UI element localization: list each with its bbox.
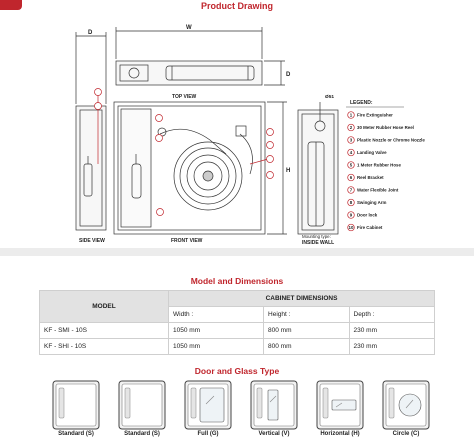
legend-item-text: Fire Extinguisher xyxy=(357,112,393,118)
door-types xyxy=(0,380,474,440)
vertical-glass-door-icon xyxy=(250,380,298,430)
legend-number: 1 xyxy=(349,112,353,118)
legend-number: 5 xyxy=(349,162,353,168)
cabinet-dimensions-header: CABINET DIMENSIONS xyxy=(169,291,435,307)
legend-number: 8 xyxy=(349,200,353,205)
door-type-label: Vertical (V) xyxy=(258,431,290,437)
model-cell: KF - SHI - 10S xyxy=(40,339,169,355)
legend-item-text: Reel Bracket xyxy=(357,175,384,180)
depth-cell: 230 mm xyxy=(349,339,435,355)
legend-number: 6 xyxy=(349,175,353,180)
product-drawing-title: Product Drawing xyxy=(200,1,273,11)
front-view-label: FRONT VIEW xyxy=(171,238,203,244)
side-view-drawing xyxy=(76,106,106,230)
top-view-label: TOP VIEW xyxy=(172,94,197,100)
legend-item-text: Door lock xyxy=(357,212,378,218)
legend-item-text: Plastic Nozzle or Chrome Nozzle xyxy=(357,137,425,143)
mounting-side-drawing xyxy=(298,102,338,234)
legend-number: 10 xyxy=(348,225,354,230)
legend-number: 2 xyxy=(349,125,353,130)
height-cell: 800 mm xyxy=(264,339,349,355)
width-cell: 1050 mm xyxy=(169,339,264,355)
horizontal-glass-door-icon xyxy=(316,380,364,430)
legend-title: LEGEND: xyxy=(350,100,373,106)
depth-label-top: D xyxy=(286,72,291,78)
door-type-label: Standard (S) xyxy=(124,431,160,437)
door-type-label: Circle (C) xyxy=(392,431,420,437)
height-column-header: Height : xyxy=(264,307,349,323)
section-divider xyxy=(0,248,474,256)
table-row xyxy=(40,323,435,339)
product-drawing xyxy=(0,14,474,244)
legend-number: 3 xyxy=(349,137,353,143)
legend-item-text: Landing Valve xyxy=(357,150,387,155)
depth-label-side: D xyxy=(88,30,93,36)
legend-item-text: 30 Meter Rubber Hose Reel xyxy=(357,125,414,130)
door-type-label: Full (G) xyxy=(197,431,219,437)
model-cell: KF - SMI - 10S xyxy=(40,323,169,339)
top-view-drawing xyxy=(116,61,262,85)
legend-item-text: 1 Meter Rubber Hose xyxy=(357,162,401,168)
side-view-label: SIDE VIEW xyxy=(79,238,105,244)
mounting-type-value: INSIDE WALL xyxy=(302,240,335,244)
legend-item-text: Swinging Arm xyxy=(357,200,387,205)
width-label: W xyxy=(186,25,192,31)
legend-number: 4 xyxy=(349,150,353,155)
full-glass-door-icon xyxy=(184,380,232,430)
height-cell: 800 mm xyxy=(264,323,349,339)
door-type-label: Standard (S) xyxy=(58,431,94,437)
legend-number: 7 xyxy=(349,187,353,193)
dimensions-table xyxy=(39,290,435,355)
standard-door-icon xyxy=(118,380,166,430)
mounting-type-label: Mounting type: xyxy=(302,234,331,239)
depth-cell: 230 mm xyxy=(349,323,435,339)
model-header: MODEL xyxy=(40,291,169,323)
legend-item-text: Fire Cabinet xyxy=(357,225,383,230)
legend-number: 9 xyxy=(349,212,353,218)
table-row xyxy=(40,339,435,355)
height-label: H xyxy=(286,168,291,174)
circle-glass-door-icon xyxy=(382,380,430,430)
legend-item-text: Water Flexible Joint xyxy=(357,187,399,193)
door-type-label: Horizontal (H) xyxy=(320,431,360,437)
door-section-title: Door and Glass Type xyxy=(194,366,280,376)
table-header-row xyxy=(40,291,435,307)
width-column-header: Width : xyxy=(169,307,264,323)
model-section-title: Model and Dimensions xyxy=(190,276,284,286)
diameter-label: Ø51 xyxy=(325,95,335,100)
legend xyxy=(346,100,425,231)
width-cell: 1050 mm xyxy=(169,323,264,339)
standard-door-icon xyxy=(52,380,100,430)
front-view-drawing xyxy=(114,102,265,234)
depth-column-header: Depth : xyxy=(349,307,435,323)
